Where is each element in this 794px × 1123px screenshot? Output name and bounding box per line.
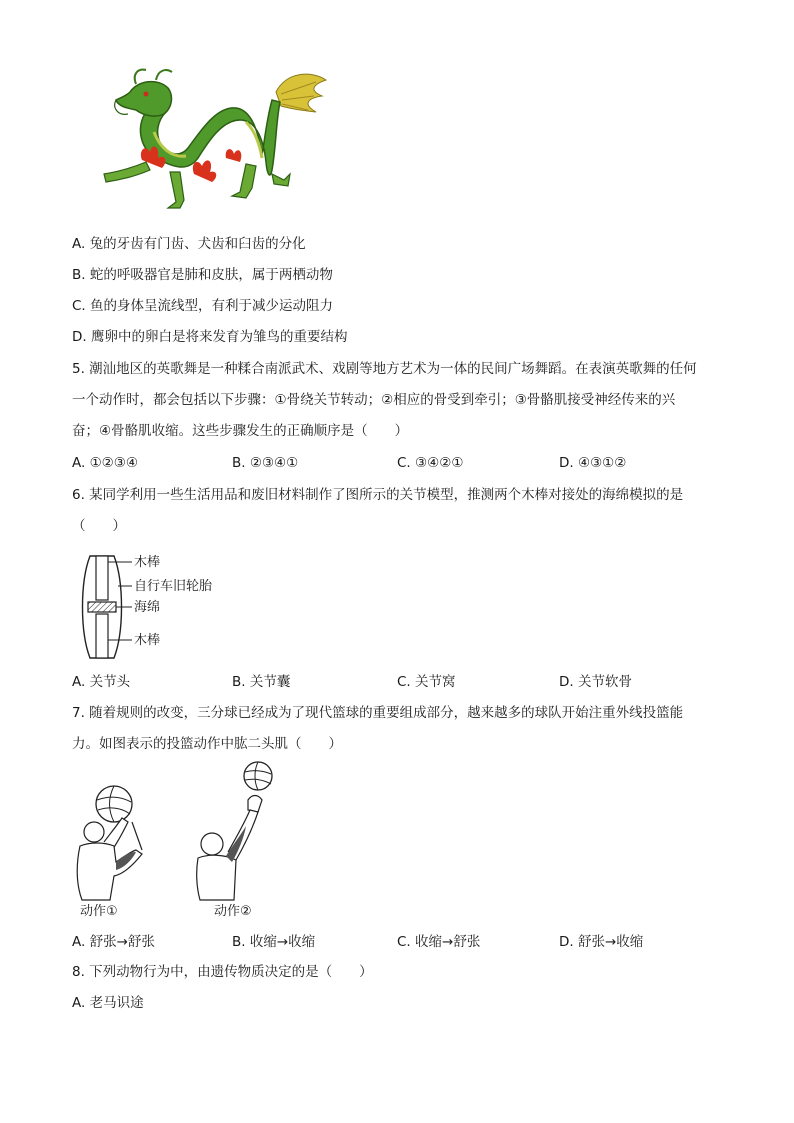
q7-option-a: A. 舒张→舒张 [72,934,155,950]
label-action-2: 动作② [214,904,252,919]
q5-option-b: B. ②③④① [232,455,299,471]
joint-model-diagram [72,552,132,662]
q5-stem-line-3: 奋；④骨骼肌收缩。这些步骤发生的正确顺序是（ ） [72,423,409,439]
q4-option-b: B. 蛇的呼吸器官是肺和皮肤，属于两栖动物 [72,267,333,283]
q6-stem-line-2: （ ） [72,518,126,534]
q5-option-a: A. ①②③④ [72,455,138,471]
label-old-tyre: 自行车旧轮胎 [134,579,213,594]
q4-option-c: C. 鱼的身体呈流线型，有利于减少运动阻力 [72,298,334,314]
label-action-1: 动作① [80,904,118,919]
q5-stem-line-2: 一个动作时，都会包括以下步骤：①骨绕关节转动；②相应的骨受到牵引；③骨骼肌接受神经传来的兴 [72,392,676,408]
q5-option-c: C. ③④②① [397,455,464,471]
dragon-head [115,70,172,116]
dragon-tail-fin [276,74,326,112]
shooting-action-2-figure [192,760,282,902]
label-sponge: 海绵 [134,600,161,615]
q6-stem-line-1: 6. 某同学利用一些生活用品和废旧材料制作了图所示的关节模型，推测两个木棒对接处的海绵模拟的是 [72,487,684,503]
q7-option-d: D. 舒张→收缩 [559,934,644,950]
shooting-action-1-figure [70,780,160,902]
q6-option-d: D. 关节软骨 [559,674,632,690]
q6-option-a: A. 关节头 [72,674,131,690]
q5-option-d: D. ④③①② [559,455,627,471]
label-wood-stick-bottom: 木棒 [134,633,161,648]
q7-stem-line-1: 7. 随着规则的改变，三分球已经成为了现代篮球的重要组成部分，越来越多的球队开始注重外线投篮能 [72,705,684,721]
dragon-illustration [76,62,332,220]
q4-option-d: D. 鹰卵中的卵白是将来发育为雏鸟的重要结构 [72,329,348,345]
q8-stem-line-1: 8. 下列动物行为中，由遗传物质决定的是（ ） [72,964,373,980]
q7-stem-line-2: 力。如图表示的投篮动作中肱二头肌（ ） [72,736,342,752]
q7-option-c: C. 收缩→舒张 [397,934,481,950]
q6-option-b: B. 关节囊 [232,674,291,690]
q5-stem-line-1: 5. 潮汕地区的英歌舞是一种糅合南派武术、戏剧等地方艺术为一体的民间广场舞蹈。在表演英歌舞的任何 [72,361,697,377]
q7-option-b: B. 收缩→收缩 [232,934,316,950]
q6-option-c: C. 关节窝 [397,674,456,690]
q4-option-a: A. 兔的牙齿有门齿、犬齿和臼齿的分化 [72,236,306,252]
label-wood-stick-top: 木棒 [134,555,161,570]
q8-option-a: A. 老马识途 [72,995,144,1011]
